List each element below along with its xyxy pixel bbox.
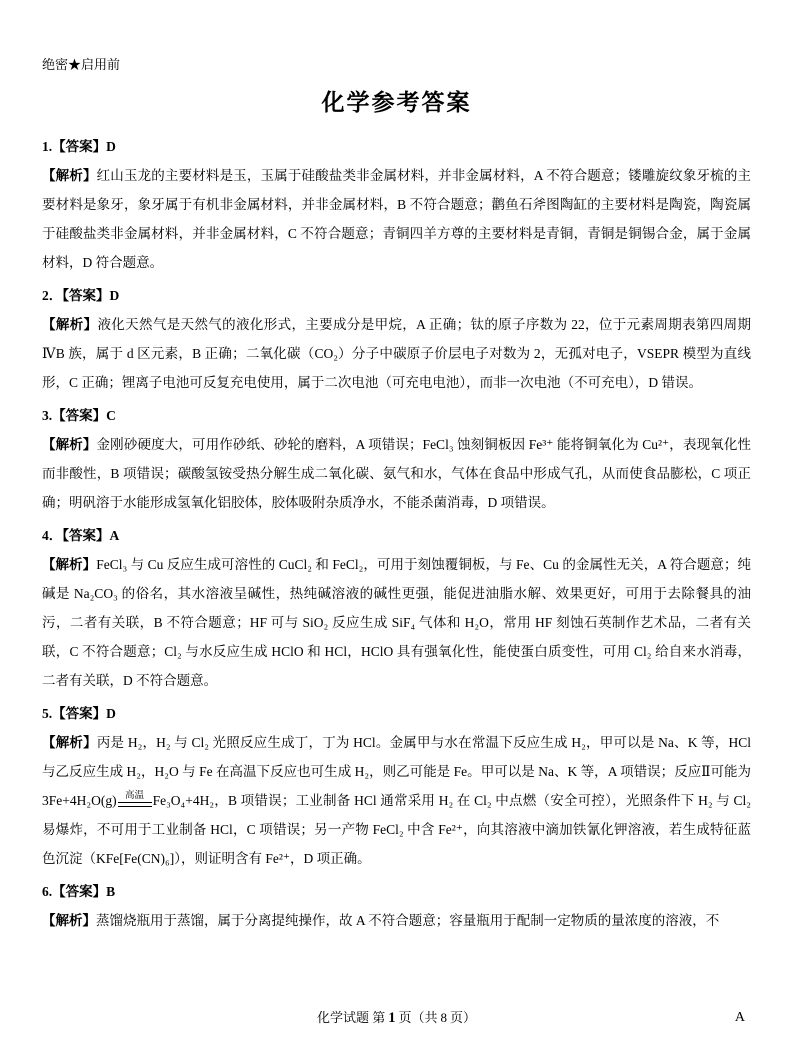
page-total: 8: [440, 1010, 447, 1025]
analysis-text: 红山玉龙的主要材料是玉，玉属于硅酸盐类非金属材料，并非金属材料，A 不符合题意；镂雕旋纹象牙梳的主要材料是象牙，象牙属于有机非金属材料，并非金属材料，B 不符合题意；鹳鱼石斧图陶缸的主要材料是陶瓷，陶瓷属于硅酸盐类非金属材料，并非金属材料，C 不符合题意；青铜四羊方尊的主要材料是青铜，青铜是铜锡合金，属于金属材料，D 符合题意。: [42, 168, 751, 270]
analysis-text: 金刚砂硬度大，可用作砂纸、砂轮的磨料，A 项错误；FeCl₃ 蚀刻铜板因 Fe³⁺ 能将铜氧化为 Cu²⁺，表现氧化性而非酸性，B 项错误；碳酸氢铵受热分解生成二氧化碳、氨气和水，气体在食品中形成气孔，从而使食品膨松，C 项正确；明矾溶于水能形成氢氧化铝胶体，胶体吸附杂质净水，不能杀菌消毒，D 项错误。: [42, 437, 751, 510]
analysis-paragraph: [42, 728, 751, 873]
analysis-paragraph: [42, 310, 751, 397]
reaction-condition-equals: [118, 791, 152, 807]
analysis-label: 【解析】: [42, 168, 97, 183]
footer-mid: 页（共: [398, 1010, 438, 1025]
analysis-label: 【解析】: [42, 913, 96, 928]
answer-line: 3.【答案】C: [42, 408, 116, 423]
footer-suffix: 页）: [450, 1010, 477, 1025]
analysis-text: 液化天然气是天然气的液化形式，主要成分是甲烷，A 正确；钛的原子序数为 22，位于元素周期表第四周期ⅣB 族，属于 d 区元素，B 正确；二氧化碳（CO₂）分子中碳原子价层电子对数为 2，无孤对电子，VSEPR 模型为直线形，C 正确；锂离子电池可反复充电使用，属于二次电池（可充电电池），而非一次电池（不可充电），D 错误。: [42, 317, 751, 390]
analysis-paragraph: [42, 550, 751, 695]
analysis-label: 【解析】: [42, 557, 97, 572]
answer-item-5: [42, 700, 751, 873]
analysis-label: 【解析】: [42, 735, 97, 750]
analysis-paragraph: [42, 906, 751, 935]
answer-item-4: [42, 522, 751, 695]
analysis-label: 【解析】: [42, 437, 97, 452]
answer-line: 5.【答案】D: [42, 706, 116, 721]
reaction-condition-label: 高温: [125, 790, 145, 801]
answer-line: 2．【答案】D: [42, 288, 120, 303]
page-title: 化学参考答案: [321, 90, 472, 115]
answer-line: 6.【答案】B: [42, 884, 116, 899]
answer-line: 4．【答案】A: [42, 528, 120, 543]
classification-label: 绝密★启用前: [42, 57, 121, 72]
footer-page-info: [317, 1010, 476, 1025]
analysis-text: 蒸馏烧瓶用于蒸馏，属于分离提纯操作，故 A 不符合题意；容量瓶用于配制一定物质的量浓度的溶液，不: [96, 913, 720, 928]
analysis-text-post: Fe₃O₄+4H₂，B 项错误；工业制备 HCl 通常采用 H₂ 在 Cl₂ 中点燃（安全可控），光照条件下 H₂ 与 Cl₂ 易爆炸，不可用于工业制备 HCl，C 项错误；另一产物 FeCl₂ 中含 Fe²⁺，向其溶液中滴加铁氰化钾溶液，若生成特征蓝色沉淀（KFe[Fe(CN)₆]），则证明含有 Fe²⁺，D 项正确。: [42, 793, 751, 866]
double-equals-line: [118, 802, 152, 807]
analysis-text-pre: 丙是 H₂，H₂ 与 Cl₂ 光照反应生成丁，丁为 HCl。金属甲与水在常温下反应生成 H₂，甲可以是 Na、K 等，HCl 与乙反应生成 H₂，H₂O 与 Fe 在高温下反应也可生成 H₂，则乙可能是 Fe。甲可以是 Na、K 等，A 项错误；反应Ⅱ可能为 3Fe+4H₂O(g): [42, 735, 752, 808]
page-footer: [42, 1008, 751, 1028]
analysis-label: 【解析】: [42, 317, 98, 332]
answer-item-1: [42, 133, 751, 277]
analysis-paragraph: [42, 430, 751, 517]
footer-prefix: 化学试题 第: [316, 1010, 386, 1025]
analysis-paragraph: [42, 161, 751, 277]
answer-item-2: [42, 282, 751, 397]
answer-item-6: [42, 878, 751, 935]
paper-version-label: A: [734, 1010, 745, 1025]
analysis-text: FeCl₃ 与 Cu 反应生成可溶性的 CuCl₂ 和 FeCl₂，可用于刻蚀覆铜板，与 Fe、Cu 的金属性无关，A 符合题意；纯碱是 Na₂CO₃ 的俗名，其水溶液呈碱性，热纯碱溶液的碱性更强，能促进油脂水解、效果更好，可用于去除餐具的油污，二者有关联，B 不符合题意；HF 可与 SiO₂ 反应生成 SiF₄ 气体和 H₂O，常用 HF 刻蚀石英制作艺术品，二者有关联，C 不符合题意；Cl₂ 与水反应生成 HClO 和 HCl，HClO 具有强氧化性，能使蛋白质变性，可用 Cl₂ 给自来水消毒，二者有关联，D 不符合题意。: [42, 557, 752, 688]
answer-line: 1.【答案】D: [42, 139, 116, 154]
page-number: 1: [388, 1010, 396, 1026]
answer-item-3: [42, 402, 751, 517]
